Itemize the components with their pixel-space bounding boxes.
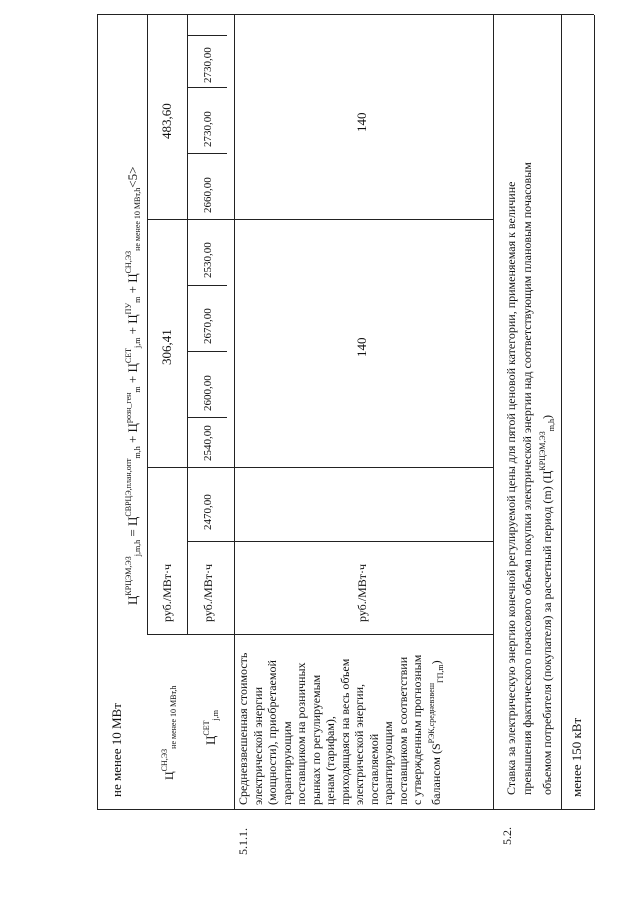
set-value: 2540,00 — [202, 425, 214, 461]
table-line-v — [147, 467, 493, 468]
table-line-v — [97, 809, 594, 810]
sn-value-a: 306,41 — [159, 329, 174, 365]
set-value: 2730,00 — [202, 111, 214, 147]
formula-row: $Ц^{КРЦЭМ,ЭЗ}_{j,m,h} = Ц^{СВРЦЭ,план,опт}_{m,h} + Ц^{розн\_ген}_m + Ц^{СЕТ}_{j,m} + Ц^{ПУ}_m + Ц^{СН,ЭЗ}_{не менее 10 МВт,h}<5>$ — [124, 166, 142, 605]
table-line-v — [187, 87, 227, 88]
set-unit: руб./МВт·ч — [201, 563, 215, 622]
item-52-line: объемом потребителя (покупателя) за расчетный период (m) $(Ц^{КРЦЭМ,ЭЗ}_{m,h})$ — [538, 415, 556, 795]
item-511-number: 5.1.1. — [236, 828, 250, 855]
table-line-v — [187, 153, 227, 154]
set-value: 2730,00 — [202, 47, 214, 83]
item-52-line: превышения фактического почасового объема покупки электрической энергии над соответствующим плановым почасовым — [520, 162, 534, 795]
table-line-h — [561, 15, 562, 810]
sn-value-b: 483,60 — [159, 103, 174, 139]
table-line-h — [97, 15, 98, 810]
table-line-v — [97, 14, 594, 15]
set-value: 2670,00 — [202, 308, 214, 344]
item-511-value-b: 140 — [354, 112, 369, 132]
item-511-unit: руб./МВт·ч — [355, 563, 369, 622]
set-value: 2660,00 — [202, 177, 214, 213]
table-line-v — [187, 351, 227, 352]
sn-unit: руб./МВт·ч — [160, 563, 174, 622]
item-511-description: Средневзвешенная стоимость электрической энергии (мощности), приобретаемой гарантирующим поставщиком на розничных рынках по регулируемым ценам (тарифам), приходящаяся на весь объем электрической энергии, поставляемой гарантирующим поставщиком в соответствии с утвержденным прогнозным балансом $(S^{РЭК,средневзвеш}_{ГП,m})$ — [236, 652, 445, 805]
item-52-number: 5.2. — [500, 827, 514, 845]
table-line-v — [187, 541, 493, 542]
item-511-value-a: 140 — [354, 337, 369, 357]
sn-symbol: $Ц^{СН,ЭЗ}_{не менее 10 МВт,h}$ — [160, 685, 178, 780]
table-line-v — [187, 417, 227, 418]
set-value: 2470,00 — [202, 494, 214, 530]
footer-row-text: менее 150 кВт — [569, 717, 584, 797]
table-line-v — [147, 634, 493, 635]
header-row-text: не менее 10 МВт — [109, 703, 124, 797]
set-value: 2530,00 — [202, 242, 214, 278]
table-line-h — [493, 15, 494, 810]
set-value: 2600,00 — [202, 375, 214, 411]
table-line-h — [594, 15, 595, 810]
item-52-line: Ставка за электрическую энергию конечной регулируемой цены для пятой ценовой категории, применяемая к величине — [504, 181, 518, 795]
table-line-h — [147, 15, 148, 635]
table-line-h — [187, 15, 188, 635]
table-line-h — [234, 15, 235, 810]
set-symbol: $Ц^{СЕТ}_{j,m}$ — [202, 710, 220, 745]
table-line-v — [187, 35, 227, 36]
table-line-v — [187, 285, 227, 286]
table-line-v — [147, 219, 493, 220]
